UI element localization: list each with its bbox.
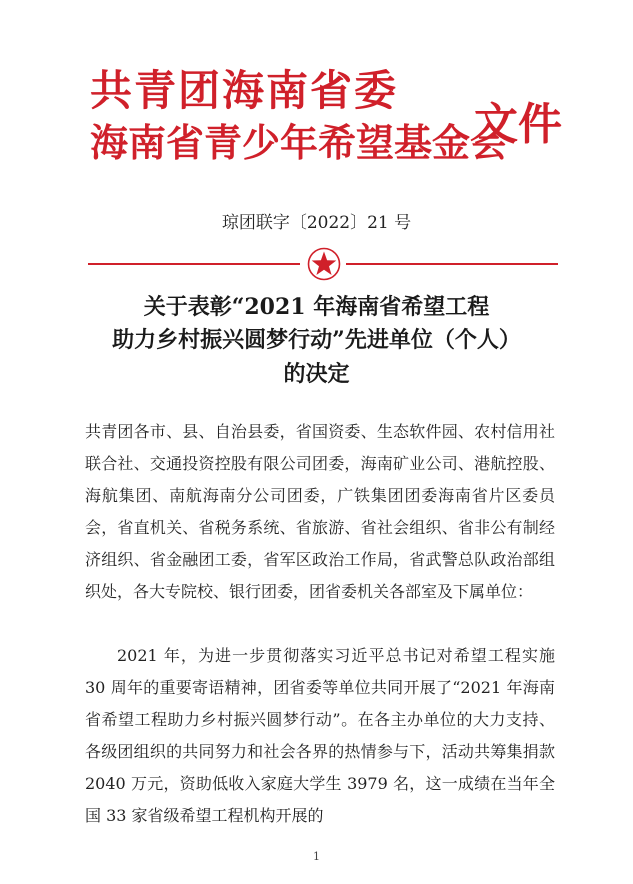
red-divider-left [88,263,300,265]
page-number: 1 [313,850,320,863]
document-title-line-1: 关于表彰“2021 年海南省希望工程 [143,294,490,320]
issuer-line-2: 海南省青少年希望基金会 [90,120,509,165]
salutation-paragraph: 共青团各市、县、自治县委，省国资委、生态软件园、农村信用社联合社、交通投资控股有限公司团委，海南矿业公司、港航控股、海航集团、南航海南分公司团委，广铁集团团委海南省片区委员会，省直机关、省税务系统、省旅游、省社会组织、省非公有制经济组织、省金融团工委，省军区政治工作局，省武警总队政治部组织处，各大专院校、银行团委，团省委机关各部室及下属单位： [85,422,555,601]
issuer-line-1: 共青团海南省委 [90,66,399,115]
red-divider-right [346,263,558,265]
body-paragraph: 2021 年，为进一步贯彻落实习近平总书记对希望工程实施 30 周年的重要寄语精神，团省委等单位共同开展了“2021 年海南省希望工程助力乡村振兴圆梦行动”。在各主办单位的大力支持、各级团组织的共同努力和社会各界的热情参与下，活动共筹集捐款 2040 万元，资助低收入家庭大学生 3979 名，这一成绩在当年全国 33 家省级希望工程机构开展的 [85,646,555,825]
document-title-line-2: 助力乡村振兴圆梦行动”先进单位（个人） [112,327,521,353]
red-star-icon [307,247,341,281]
document-type-label: 文件 [474,99,562,150]
document-title-line-3: 的决定 [283,361,350,387]
document-number: 琼团联字〔2022〕21 号 [221,213,412,233]
